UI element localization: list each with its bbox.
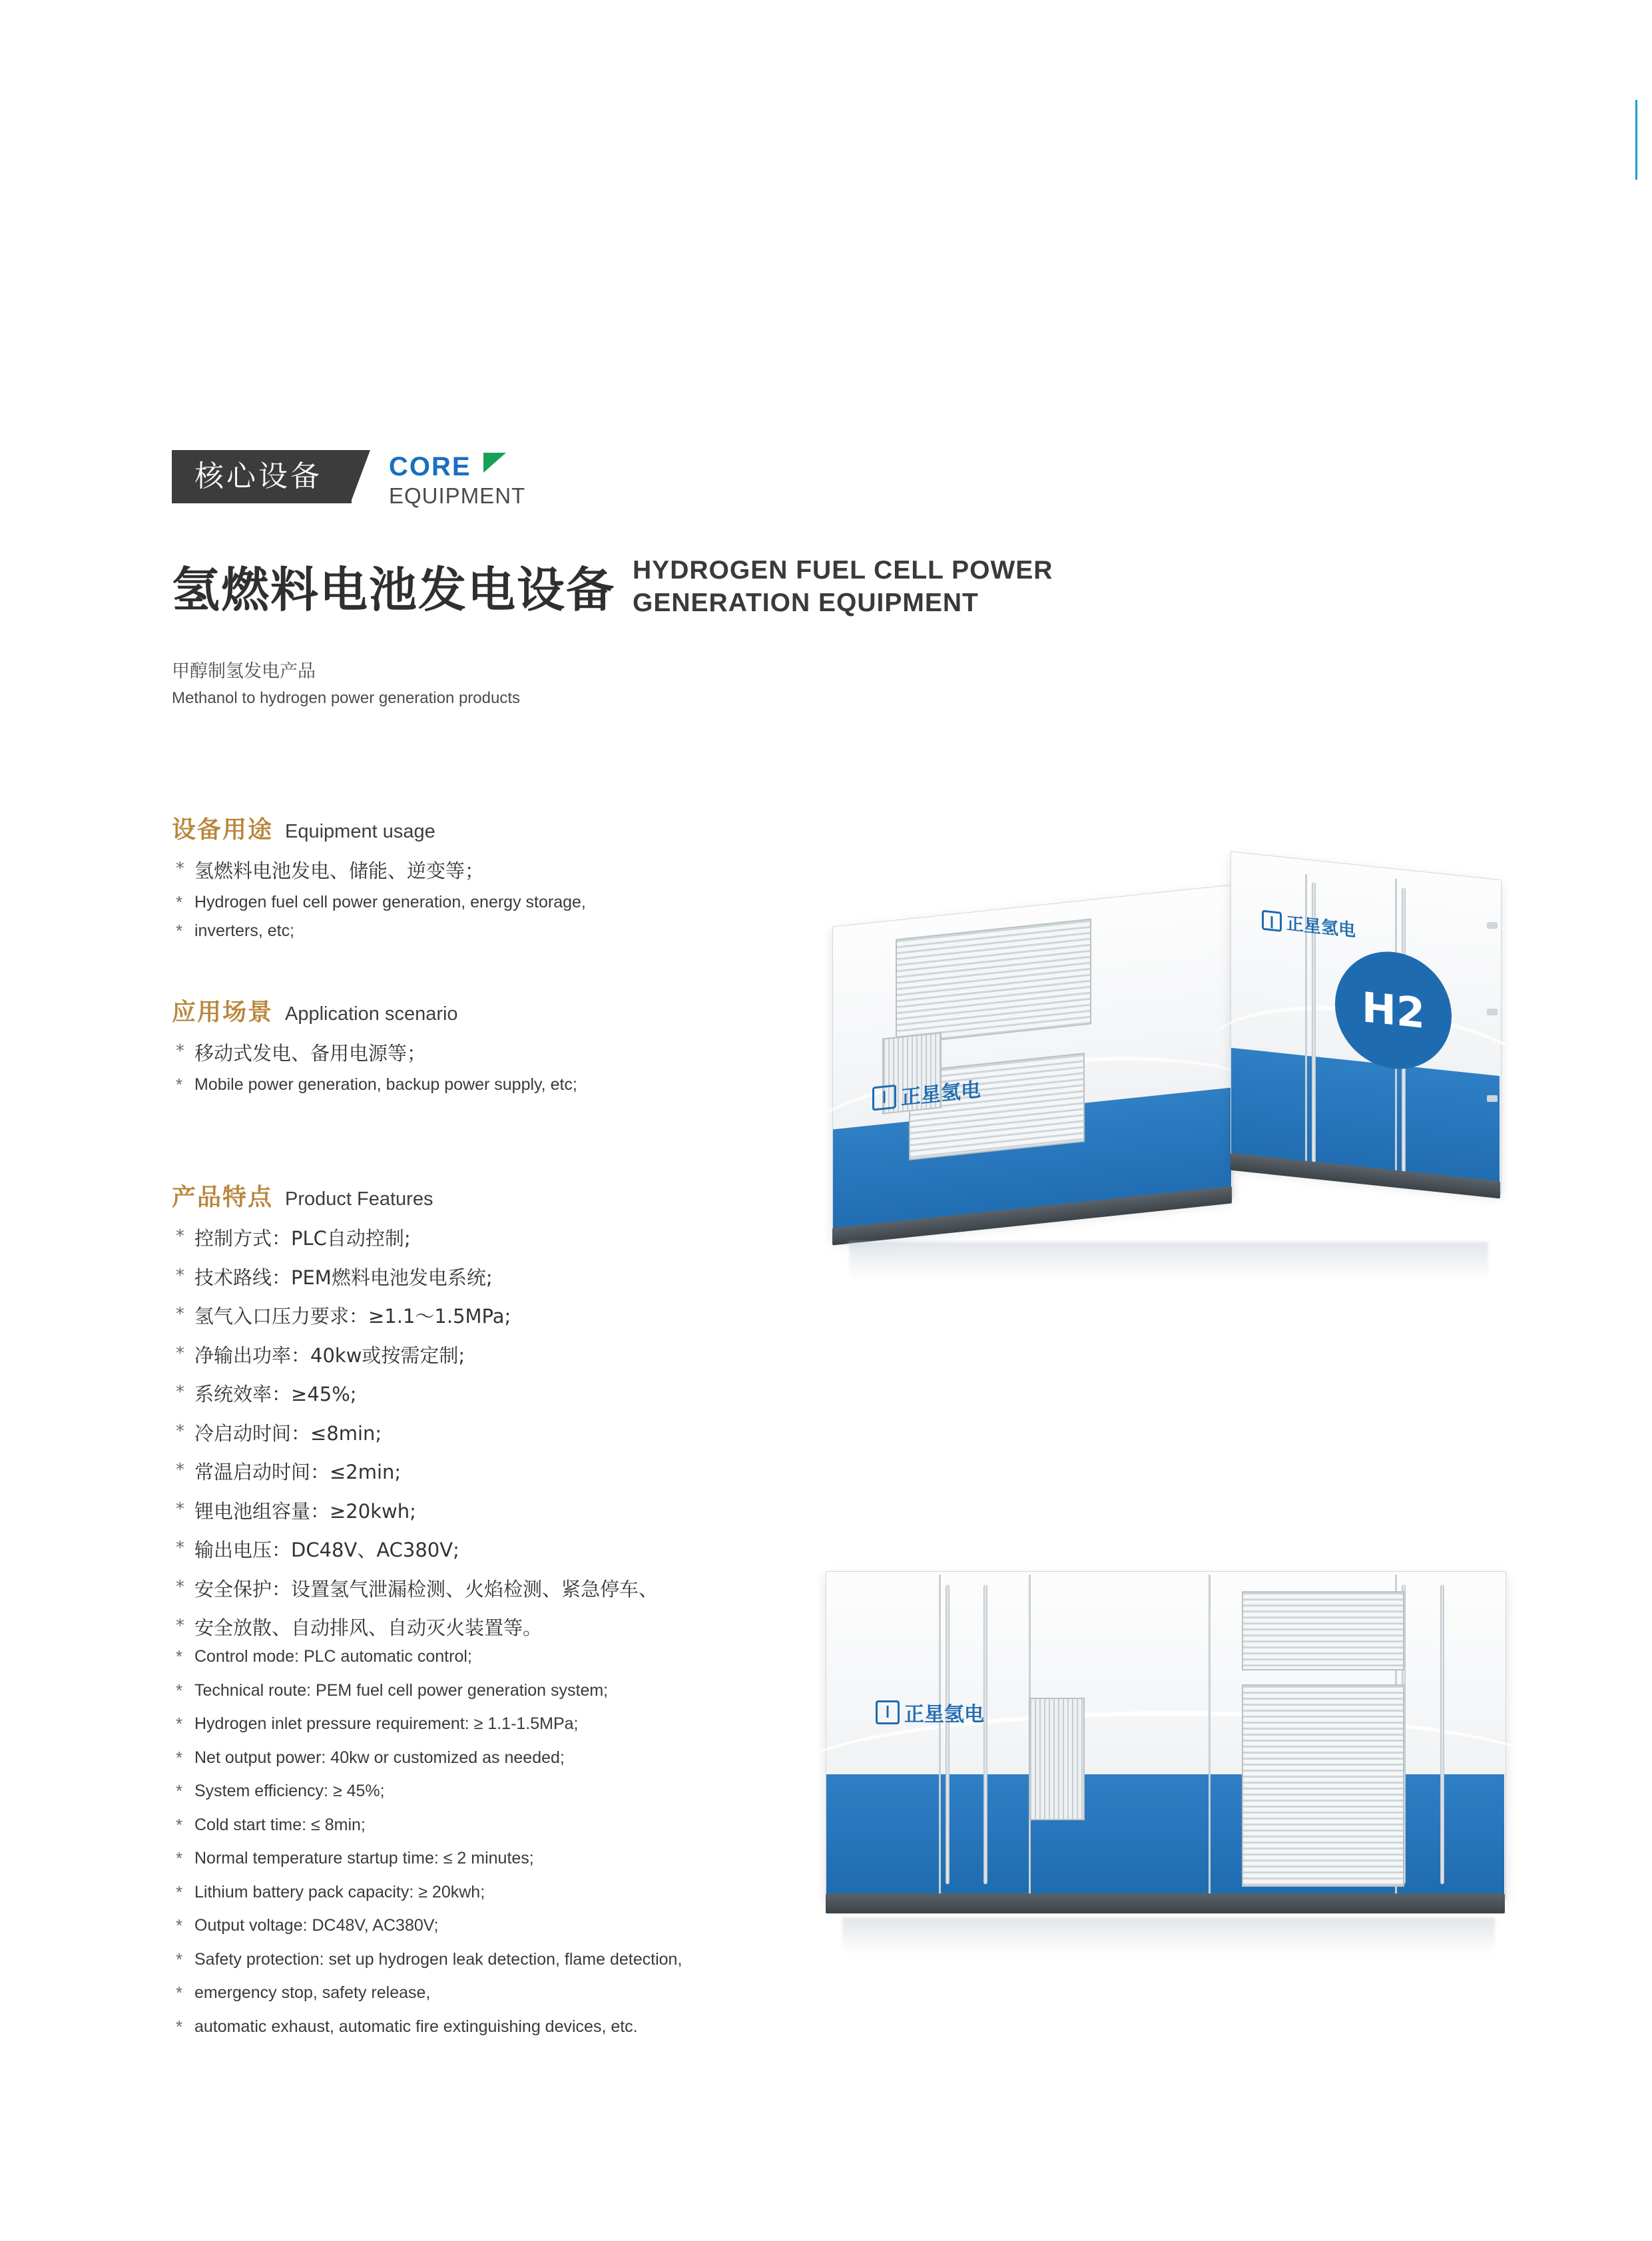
section-heading bbox=[172, 811, 771, 845]
side-door-hinge-3 bbox=[1487, 1095, 1498, 1102]
product-image-bottom bbox=[809, 1545, 1535, 1971]
door-rod-1 bbox=[946, 1585, 950, 1884]
brand-text: 正星氢电 bbox=[904, 1703, 984, 1726]
list-item: * System efficiency: ≥ 45%; bbox=[172, 1779, 771, 1804]
page-subtitle-en: Methanol to hydrogen power generation products bbox=[172, 688, 521, 707]
section-product-features-en bbox=[172, 1644, 771, 2048]
page-subtitle bbox=[172, 658, 520, 710]
list-item: * 移动式发电、备用电源等； bbox=[172, 1039, 771, 1069]
product-photo-scene-top bbox=[809, 842, 1535, 1308]
brand-glyph-icon bbox=[872, 1085, 896, 1111]
side-door-hinge-1 bbox=[1487, 922, 1498, 929]
page-title bbox=[172, 551, 1053, 621]
page-title-en-line2: GENERATION EQUIPMENT bbox=[633, 589, 979, 617]
list-item: * Technical route: PEM fuel cell power generation system; bbox=[172, 1678, 771, 1704]
ground-reflection bbox=[849, 1242, 1488, 1282]
side-door-hinge-2 bbox=[1487, 1009, 1498, 1015]
list-item: * Hydrogen fuel cell power generation, energy storage, bbox=[172, 890, 771, 915]
container-swoosh bbox=[809, 1711, 1535, 1849]
page-title-cn: 氢燃料电池发电设备 bbox=[172, 562, 616, 618]
list-item: * inverters, etc; bbox=[172, 919, 771, 944]
section-product-features bbox=[172, 1178, 771, 1653]
section-application-scenario bbox=[172, 993, 771, 1101]
list-item: * Lithium battery pack capacity: ≥ 20kwh; bbox=[172, 1880, 771, 1905]
green-triangle-icon bbox=[483, 453, 506, 473]
section-heading-en: Application scenario bbox=[285, 1003, 458, 1025]
brand-text: 正星氢电 bbox=[901, 1078, 981, 1111]
scenario-list bbox=[172, 1039, 771, 1097]
brand-logo bbox=[876, 1698, 984, 1727]
list-item: * 控制方式：PLC自动控制; bbox=[172, 1224, 771, 1254]
door-rod-4 bbox=[1440, 1585, 1444, 1884]
list-item: * 技术路线：PEM燃料电池发电系统; bbox=[172, 1264, 771, 1293]
page-subtitle-cn: 甲醇制氢发电产品 bbox=[172, 661, 316, 682]
brand-glyph-icon bbox=[876, 1700, 900, 1724]
list-item: * 氢燃料电池发电、储能、逆变等； bbox=[172, 857, 771, 886]
list-item: * Net output power: 40kw or customized as needed; bbox=[172, 1746, 771, 1771]
section-heading bbox=[172, 993, 771, 1027]
section-heading-en: Equipment usage bbox=[285, 821, 435, 842]
list-item: * emergency stop, safety release, bbox=[172, 1981, 771, 2006]
list-item: * 安全放散、自动排风、自动灭火装置等。 bbox=[172, 1614, 771, 1643]
list-item: * 冷启动时间：≤8min; bbox=[172, 1419, 771, 1449]
door-seam-1 bbox=[939, 1575, 941, 1894]
usage-list bbox=[172, 857, 771, 944]
list-item: * 锂电池组容量：≥20kwh; bbox=[172, 1497, 771, 1527]
section-heading-cn: 应用场景 bbox=[172, 999, 274, 1026]
page-title-en-line1: HYDROGEN FUEL CELL POWER bbox=[633, 556, 1053, 585]
features-list-en bbox=[172, 1644, 771, 2039]
section-heading-en: Product Features bbox=[285, 1188, 433, 1210]
section-equipment-usage bbox=[172, 811, 771, 948]
section-heading-cn: 设备用途 bbox=[172, 816, 274, 844]
core-label: CORE bbox=[389, 452, 471, 481]
door-seam-3 bbox=[1209, 1575, 1211, 1894]
ground-reflection bbox=[842, 1917, 1495, 1954]
core-equipment-en bbox=[389, 450, 525, 508]
right-edge-accent-line bbox=[1635, 100, 1637, 180]
section-heading bbox=[172, 1178, 771, 1212]
door-rod-2 bbox=[983, 1585, 987, 1884]
container-base-rail bbox=[826, 1893, 1505, 1913]
list-item: * 氢气入口压力要求：≥1.1～1.5MPa; bbox=[172, 1302, 771, 1332]
list-item: * Normal temperature startup time: ≤ 2 minutes; bbox=[172, 1846, 771, 1871]
equipment-label: EQUIPMENT bbox=[389, 483, 526, 508]
list-item: * 安全保护：设置氢气泄漏检测、火焰检测、紧急停车、 bbox=[172, 1575, 771, 1605]
h2-label: H2 bbox=[1361, 983, 1426, 1038]
page-title-en bbox=[633, 552, 1053, 620]
list-item: * Output voltage: DC48V, AC380V; bbox=[172, 1913, 771, 1939]
list-item: * Safety protection: set up hydrogen leak detection, flame detection, bbox=[172, 1947, 771, 1973]
list-item: * automatic exhaust, automatic fire extinguishing devices, etc. bbox=[172, 2015, 771, 2040]
list-item: * Hydrogen inlet pressure requirement: ≥ 1.1-1.5MPa; bbox=[172, 1712, 771, 1737]
louver-lower bbox=[1242, 1684, 1404, 1887]
list-item: * Control mode: PLC automatic control; bbox=[172, 1644, 771, 1670]
section-heading-cn: 产品特点 bbox=[172, 1184, 274, 1211]
features-list-cn bbox=[172, 1224, 771, 1643]
front-louver-upper bbox=[896, 919, 1091, 1045]
louver-upper bbox=[1242, 1591, 1404, 1670]
section-tag-cn: 核心设备 bbox=[172, 450, 352, 503]
brand-glyph-icon bbox=[1262, 909, 1282, 931]
list-item: * 输出电压：DC48V、AC380V; bbox=[172, 1536, 771, 1565]
product-photo-scene-bottom bbox=[809, 1545, 1535, 1971]
product-image-top bbox=[809, 842, 1535, 1308]
list-item: * Mobile power generation, backup power supply, etc; bbox=[172, 1073, 771, 1098]
mesh-panel bbox=[1029, 1698, 1085, 1820]
list-item: * 净输出功率：40kw或按需定制; bbox=[172, 1342, 771, 1371]
list-item: * Cold start time: ≤ 8min; bbox=[172, 1813, 771, 1838]
list-item: * 系统效率：≥45%; bbox=[172, 1380, 771, 1409]
core-equipment-tag bbox=[172, 450, 525, 508]
list-item: * 常温启动时间：≤2min; bbox=[172, 1458, 771, 1487]
brand-text: 正星氢电 bbox=[1286, 913, 1356, 941]
